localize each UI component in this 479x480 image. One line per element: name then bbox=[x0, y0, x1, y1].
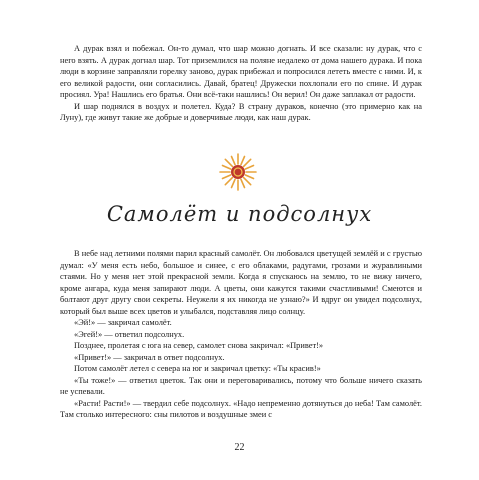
paragraph: «Ты тоже!» — ответил цветок. Так они и переговаривались, потому что больше ничего сказать не успевали. bbox=[60, 375, 422, 396]
story-text bbox=[60, 248, 422, 421]
paragraph: «Расти! Расти!» — твердил себе подсолнух. «Надо непременно дотянуться до неба! Там самолёт. Там столько интересного: сны пилотов и воздушные змеи с bbox=[60, 398, 422, 419]
paragraph: Потом самолёт летел с севера на юг и закричал цветку: «Ты красив!» bbox=[74, 364, 321, 373]
story-ending-text bbox=[60, 43, 422, 124]
paragraph: А дурак взял и побежал. Он-то думал, что шар можно догнать. И все сказали: ну дурак, что с него взять. А дурак догнал шар. Тот приземлился на поляне недалеко от дома нашего дурака. И пока люди в корзине заправляли горелку заново, дурак прибежал и попросился лететь вместе с ними. И, к его великой радости, они согласились. Давай, братец! Дружески похлопали его по спине. И дурак просиял. Ура! Нашлись его братья. Они всё-таки нашлись! Он верил! Он даже заплакал от радости. bbox=[60, 44, 422, 99]
page-number: 22 bbox=[234, 442, 245, 453]
paragraph: Позднее, пролетая с юга на север, самолет снова закричал: «Привет!» bbox=[74, 341, 324, 350]
paragraph: «Эгей!» — ответил подсолнух. bbox=[74, 329, 185, 339]
paragraph: «Привет!» — закричал в ответ подсолнух. bbox=[74, 352, 225, 362]
paragraph: В небе над летними полями парил красный самолёт. Он любовался цветущей землёй и с грустью думал: «У меня есть небо, большое и синее, с его облаками, радугами, грозами и журавлиными стаями. Но у меня нет этой прекрасной земли. Когда я спускаюсь на землю, то не вижу ничего, кроме ангара, куда меня запирают люди. А цветы, они кажутся такими счастливыми! Смеются и болтают друг другу свои секреты. Неужели я их никогда не узнаю?» И вдруг он увидел подсолнух, который был выше всех цветов и улыбался, подставляя лицо солнцу. bbox=[60, 249, 422, 316]
paragraph: И шар поднялся в воздух и полетел. Куда? В страну дураков, конечно (это примерно как на Луну), где живут такие же добрые и доверчивые люди, как наш дурак. bbox=[60, 101, 422, 122]
sunflower-icon bbox=[218, 152, 258, 192]
chapter-title: Самолёт и подсолнух bbox=[106, 202, 373, 226]
paragraph: «Эй!» — закричал самолёт. bbox=[74, 318, 172, 327]
sunflower-center bbox=[231, 165, 245, 179]
